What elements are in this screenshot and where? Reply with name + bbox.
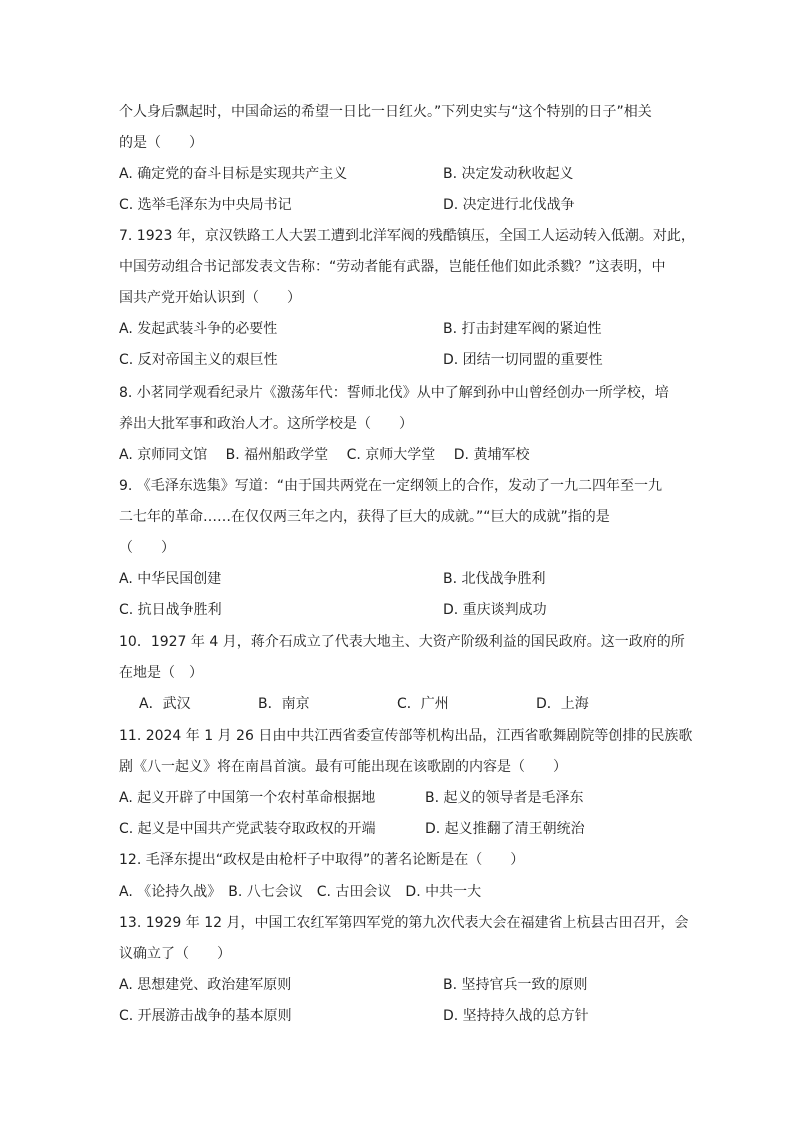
q11-stem-line2: 剧《八一起义》将在南昌首演。最有可能出现在该歌剧的内容是（ ） <box>119 759 567 775</box>
q7-option-d: D. 团结一切同盟的重要性 <box>443 352 603 368</box>
q13-option-c: C. 开展游击战争的基本原则 <box>119 1008 292 1024</box>
q7-stem-line1: 7. 1923 年，京汉铁路工人大罢工遭到北洋军阀的残酷镇压，全国工人运动转入低潮。对此， <box>119 228 695 244</box>
q7-option-a: A. 发起武装斗争的必要性 <box>119 321 278 337</box>
q13-option-d: D. 坚持持久战的总方针 <box>443 1008 589 1024</box>
q13-stem-line1: 13. 1929 年 12 月，中国工农红军第四军党的第九次代表大会在福建省上杭县古田召开，会 <box>119 915 689 931</box>
q11-option-b: B. 起义的领导者是毛泽东 <box>425 790 584 806</box>
q12-stem-line1: 12. 毛泽东提出“政权是由枪杆子中取得”的著名论断是在（ ） <box>119 852 525 868</box>
q9-option-a: A. 中华民国创建 <box>119 571 222 587</box>
q12-options: A. 《论持久战》 B. 八七会议 C. 古田会议 D. 中共一大 <box>119 884 482 900</box>
q6-option-b: B. 决定发动秋收起义 <box>443 166 574 182</box>
q6-stem-line1: 个人身后飘起时，中国命运的希望一日比一日红火。”下列史实与“这个特别的日子”相关 <box>119 104 652 120</box>
q8-options: A. 京师同文馆 B. 福州船政学堂 C. 京师大学堂 D. 黄埔军校 <box>119 447 530 463</box>
q9-option-c: C. 抗日战争胜利 <box>119 602 222 618</box>
q6-option-d: D. 决定进行北伐战争 <box>443 197 575 213</box>
q6-option-a: A. 确定党的奋斗目标是实现共产主义 <box>119 166 348 182</box>
q8-stem-line2: 养出大批军事和政治人才。这所学校是（ ） <box>119 416 413 432</box>
q11-option-c: C. 起义是中国共产党武装夺取政权的开端 <box>119 821 376 837</box>
q7-option-c: C. 反对帝国主义的艰巨性 <box>119 352 278 368</box>
q9-option-b: B. 北伐战争胜利 <box>443 571 546 587</box>
q11-stem-line1: 11. 2024 年 1 月 26 日由中共江西省委宣传部等机构出品，江西省歌舞剧院等创排的民族歌 <box>119 728 693 744</box>
q11-option-d: D. 起义推翻了清王朝统治 <box>425 821 585 837</box>
q10-option-b: B．南京 <box>258 696 310 712</box>
q7-stem-line2: 中国劳动组合书记部发表文告称：“劳动者能有武器，岂能任他们如此杀戮？”这表明，中 <box>119 259 666 275</box>
q6-stem-line2: 的是（ ） <box>119 135 203 151</box>
q8-stem-line1: 8. 小茗同学观看纪录片《激荡年代：誓师北伐》从中了解到孙中山曾经创办一所学校，培 <box>119 385 669 401</box>
q9-stem-line3: （ ） <box>119 540 175 556</box>
q10-stem-line1: 10．1927 年 4 月，蒋介石成立了代表大地主、大资产阶级利益的国民政府。这一政府的所 <box>119 634 685 650</box>
q9-stem-line1: 9. 《毛泽东选集》写道：“由于国共两党在一定纲领上的合作，发动了一九二四年至一九 <box>119 478 663 494</box>
q10-option-d: D．上海 <box>536 696 589 712</box>
q13-stem-line2: 议确立了（ ） <box>119 946 231 962</box>
q10-option-c: C．广州 <box>397 696 449 712</box>
q9-option-d: D. 重庆谈判成功 <box>443 602 547 618</box>
q10-option-a: A．武汉 <box>139 696 191 712</box>
q13-option-b: B. 坚持官兵一致的原则 <box>443 977 588 993</box>
q11-option-a: A. 起义开辟了中国第一个农村革命根据地 <box>119 790 376 806</box>
q13-option-a: A. 思想建党、政治建军原则 <box>119 977 292 993</box>
q10-stem-line2: 在地是（ ） <box>119 665 203 681</box>
q6-option-c: C. 选举毛泽东为中央局书记 <box>119 197 292 213</box>
q7-stem-line3: 国共产党开始认识到（ ） <box>119 290 301 306</box>
q7-option-b: B. 打击封建军阀的紧迫性 <box>443 321 602 337</box>
q9-stem-line2: 二七年的革命……在仅仅两三年之内，获得了巨大的成就。”“巨大的成就”指的是 <box>119 509 610 525</box>
